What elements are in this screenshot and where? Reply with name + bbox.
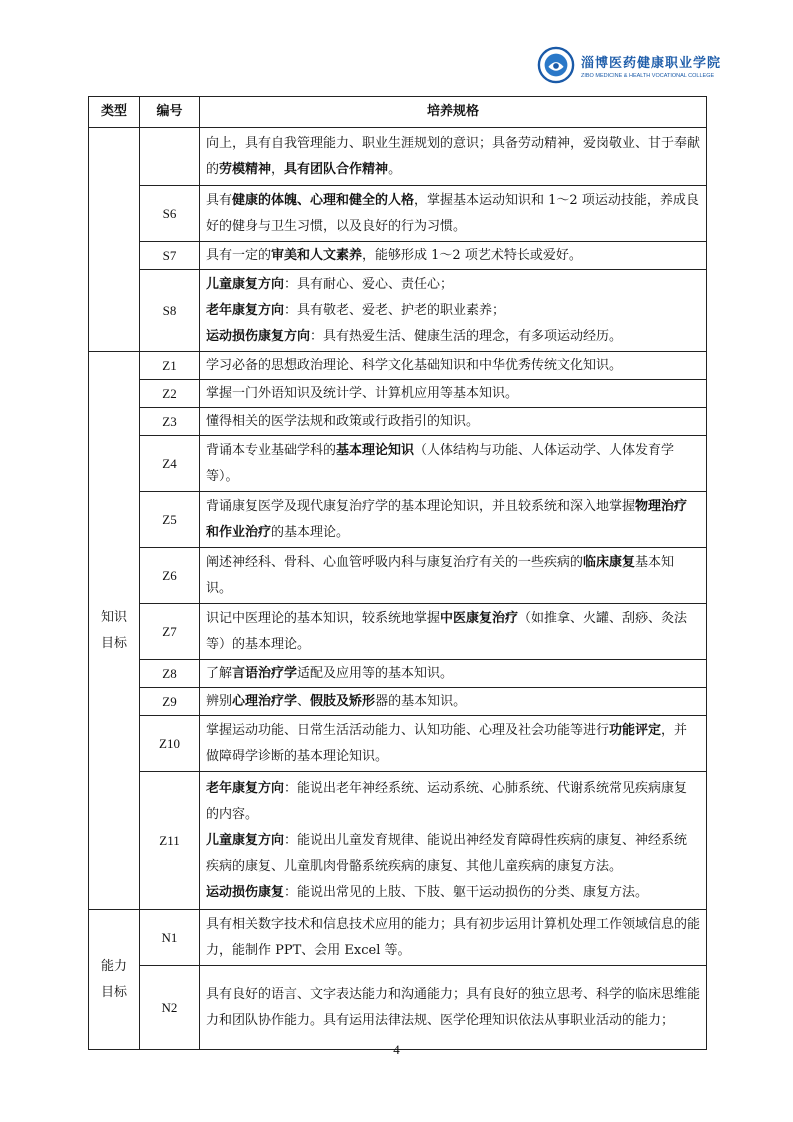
table-row [89,408,707,436]
spec-cell: 背诵康复医学及现代康复治疗学的基本理论知识，并且较系统和深入地掌握物理治疗和作业治疗的基本理论。 [200,492,707,548]
type-cell-quality [89,128,140,352]
header-spec: 培养规格 [200,97,707,128]
spec-cell: 了解言语治疗学适配及应用等的基本知识。 [200,660,707,688]
code-cell: Z6 [140,548,200,604]
spec-cell: 掌握一门外语知识及统计学、计算机应用等基本知识。 [200,380,707,408]
spec-cell: 背诵本专业基础学科的基本理论知识（人体结构与功能、人体运动学、人体发育学等）。 [200,436,707,492]
spec-cell: 懂得相关的医学法规和政策或行政指引的知识。 [200,408,707,436]
table-row [89,186,707,242]
code-cell: N1 [140,910,200,966]
spec-cell: 具有相关数字技术和信息技术应用的能力；具有初步运用计算机处理工作领域信息的能力，能制作 PPT、会用 Excel 等。 [200,910,707,966]
spec-cell: 具有一定的审美和人文素养，能够形成 1～2 项艺术特长或爱好。 [200,242,707,270]
table-row [89,772,707,910]
table-row [89,436,707,492]
type-cell-ability: 能力目标 [89,910,140,1050]
code-cell: Z4 [140,436,200,492]
table-row [89,352,707,380]
college-seal-icon [537,46,575,84]
type-cell-knowledge: 知识目标 [89,352,140,910]
spec-cell: 掌握运动功能、日常生活活动能力、认知功能、心理及社会功能等进行功能评定，并做障碍学诊断的基本理论知识。 [200,716,707,772]
spec-cell: 辨别心理治疗学、假肢及矫形器的基本知识。 [200,688,707,716]
table-row [89,910,707,966]
code-cell: S7 [140,242,200,270]
code-cell: Z1 [140,352,200,380]
table-row [89,380,707,408]
code-cell: Z11 [140,772,200,910]
code-cell: Z8 [140,660,200,688]
spec-cell: 具有良好的语言、文字表达能力和沟通能力；具有良好的独立思考、科学的临床思维能力和团队协作能力。具有运用法律法规、医学伦理知识依法从事职业活动的能力； [200,966,707,1050]
header-code: 编号 [140,97,200,128]
spec-cell: 具有健康的体魄、心理和健全的人格，掌握基本运动知识和 1～2 项运动技能，养成良好的健身与卫生习惯，以及良好的行为习惯。 [200,186,707,242]
code-cell: Z9 [140,688,200,716]
table-row [89,242,707,270]
spec-cell: 老年康复方向：能说出老年神经系统、运动系统、心肺系统、代谢系统常见疾病康复的内容。 儿童康复方向：能说出儿童发育规律、能说出神经发育障碍性疾病的康复、神经系统疾病的康复、儿童肌肉骨骼系统疾病的康复、其他儿童疾病的康复方法。 运动损伤康复：能说出常见的上肢、下肢、躯干运动损伤的分类、康复方法。 [200,772,707,910]
spec-cell: 学习必备的思想政治理论、科学文化基础知识和中华优秀传统文化知识。 [200,352,707,380]
code-cell: Z5 [140,492,200,548]
code-cell: N2 [140,966,200,1050]
spec-cell: 儿童康复方向：具有耐心、爱心、责任心； 老年康复方向：具有敬老、爱老、护老的职业素养； 运动损伤康复方向：具有热爱生活、健康生活的理念，有多项运动经历。 [200,270,707,352]
table-header-row [89,97,707,128]
table-row [89,716,707,772]
table-row [89,688,707,716]
table-row [89,492,707,548]
page-number: 4 [393,1042,400,1057]
table-row [89,660,707,688]
code-cell: Z2 [140,380,200,408]
table-row [89,128,707,186]
header-type: 类型 [89,97,140,128]
code-cell: Z3 [140,408,200,436]
logo-chinese-name: 淄博医药健康职业学院 [581,55,722,71]
code-cell: S8 [140,270,200,352]
code-cell [140,128,200,186]
code-cell: Z7 [140,604,200,660]
table-row [89,548,707,604]
spec-cell: 识记中医理论的基本知识，较系统地掌握中医康复治疗（如推拿、火罐、刮痧、灸法等）的基本理论。 [200,604,707,660]
college-logo [537,45,737,85]
spec-cell: 阐述神经科、骨科、心血管呼吸内科与康复治疗有关的一些疾病的临床康复基本知识。 [200,548,707,604]
logo-english-name: ZIBO MEDICINE & HEALTH VOCATIONAL COLLEGE [581,72,715,79]
table-row [89,966,707,1050]
table-row [89,604,707,660]
code-cell: Z10 [140,716,200,772]
spec-cell: 向上，具有自我管理能力、职业生涯规划的意识；具备劳动精神，爱岗敬业、甘于奉献的劳模精神，具有团队合作精神。 [200,128,707,186]
training-spec-table [88,96,707,1050]
code-cell: S6 [140,186,200,242]
table-row [89,270,707,352]
